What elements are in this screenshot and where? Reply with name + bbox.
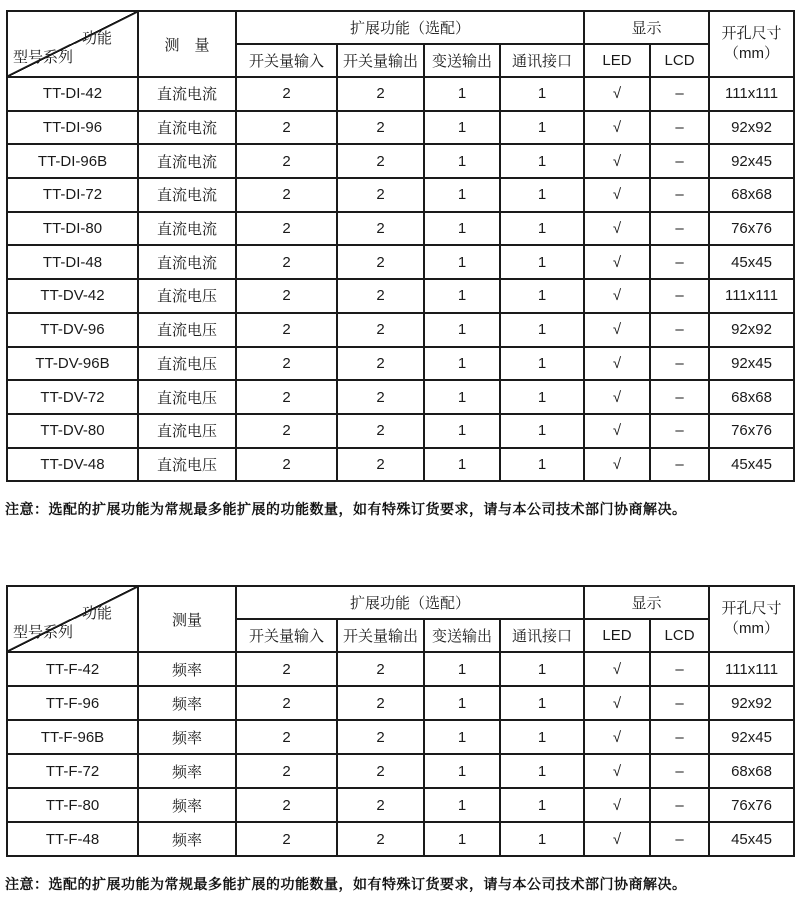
table-row (7, 448, 794, 482)
col-header-measure: 测量 (138, 586, 236, 652)
cell-led: √ (584, 754, 650, 788)
cell-model: TT-DV-48 (7, 448, 138, 482)
cell-hole-size: 92x92 (709, 111, 794, 145)
cell-led: √ (584, 279, 650, 313)
cell-measure: 频率 (138, 686, 236, 720)
cell-led: √ (584, 448, 650, 482)
cell-hole-size: 45x45 (709, 245, 794, 279)
cell-switch-input: 2 (236, 652, 337, 686)
cell-comm-port: 1 (500, 448, 584, 482)
cell-model: TT-DV-96B (7, 347, 138, 381)
corner-label-model-series: 型号系列 (13, 624, 74, 641)
cell-switch-output: 2 (337, 720, 424, 754)
cell-transmit-output: 1 (424, 178, 500, 212)
cell-model: TT-F-48 (7, 822, 138, 856)
cell-comm-port: 1 (500, 178, 584, 212)
cell-led: √ (584, 788, 650, 822)
cell-switch-input: 2 (236, 144, 337, 178)
note-text-1: 注意：选配的扩展功能为常规最多能扩展的功能数量，如有特殊订货要求，请与本公司技术部门协商解决。 (5, 502, 687, 518)
cell-switch-output: 2 (337, 788, 424, 822)
cell-transmit-output: 1 (424, 686, 500, 720)
cell-switch-output: 2 (337, 686, 424, 720)
cell-switch-input: 2 (236, 414, 337, 448)
cell-measure: 直流电流 (138, 245, 236, 279)
cell-measure: 直流电压 (138, 448, 236, 482)
table-row (7, 788, 794, 822)
cell-lcd: – (650, 178, 709, 212)
col-header-switch-output: 开关量输出 (337, 44, 424, 77)
cell-transmit-output: 1 (424, 380, 500, 414)
cell-comm-port: 1 (500, 720, 584, 754)
cell-transmit-output: 1 (424, 245, 500, 279)
cell-led: √ (584, 652, 650, 686)
col-header-switch-input: 开关量输入 (236, 619, 337, 652)
cell-comm-port: 1 (500, 212, 584, 246)
cell-hole-size: 111x111 (709, 652, 794, 686)
cell-hole-size: 111x111 (709, 77, 794, 111)
cell-transmit-output: 1 (424, 414, 500, 448)
cell-transmit-output: 1 (424, 111, 500, 145)
cell-comm-port: 1 (500, 245, 584, 279)
cell-model: TT-F-72 (7, 754, 138, 788)
table-row (7, 178, 794, 212)
cell-led: √ (584, 686, 650, 720)
corner-label-function: 功能 (81, 605, 112, 622)
hole-size-line1: 开孔尺寸 (721, 599, 782, 617)
cell-lcd: – (650, 380, 709, 414)
cell-hole-size: 111x111 (709, 279, 794, 313)
col-header-led: LED (584, 44, 650, 77)
col-header-comm-port: 通讯接口 (500, 619, 584, 652)
cell-switch-output: 2 (337, 212, 424, 246)
cell-led: √ (584, 720, 650, 754)
cell-led: √ (584, 245, 650, 279)
cell-switch-output: 2 (337, 380, 424, 414)
cell-comm-port: 1 (500, 347, 584, 381)
table-row (7, 754, 794, 788)
corner-label-model-series: 型号系列 (13, 49, 74, 66)
cell-transmit-output: 1 (424, 720, 500, 754)
cell-lcd: – (650, 111, 709, 145)
cell-hole-size: 92x45 (709, 347, 794, 381)
cell-comm-port: 1 (500, 754, 584, 788)
col-header-transmit-output: 变送输出 (424, 44, 500, 77)
cell-transmit-output: 1 (424, 822, 500, 856)
col-header-hole-size (709, 11, 794, 77)
cell-switch-input: 2 (236, 380, 337, 414)
cell-switch-output: 2 (337, 414, 424, 448)
col-header-hole-size (709, 586, 794, 652)
table-body-dc (7, 77, 794, 481)
cell-measure: 频率 (138, 652, 236, 686)
cell-model: TT-DI-96B (7, 144, 138, 178)
cell-model: TT-DV-96 (7, 313, 138, 347)
cell-measure: 频率 (138, 788, 236, 822)
cell-switch-input: 2 (236, 178, 337, 212)
col-header-transmit-output: 变送输出 (424, 619, 500, 652)
cell-led: √ (584, 822, 650, 856)
cell-comm-port: 1 (500, 414, 584, 448)
cell-switch-output: 2 (337, 77, 424, 111)
cell-lcd: – (650, 212, 709, 246)
cell-comm-port: 1 (500, 380, 584, 414)
cell-lcd: – (650, 822, 709, 856)
cell-measure: 直流电压 (138, 313, 236, 347)
table-row (7, 414, 794, 448)
table-row (7, 822, 794, 856)
cell-hole-size: 92x92 (709, 313, 794, 347)
cell-comm-port: 1 (500, 111, 584, 145)
group-header-expansion: 扩展功能（选配） (236, 586, 584, 619)
cell-comm-port: 1 (500, 822, 584, 856)
cell-switch-output: 2 (337, 111, 424, 145)
cell-switch-input: 2 (236, 822, 337, 856)
cell-transmit-output: 1 (424, 754, 500, 788)
cell-hole-size: 68x68 (709, 754, 794, 788)
table-header (7, 11, 794, 77)
cell-switch-output: 2 (337, 652, 424, 686)
cell-hole-size: 45x45 (709, 448, 794, 482)
cell-switch-output: 2 (337, 754, 424, 788)
cell-model: TT-F-96B (7, 720, 138, 754)
cell-measure: 频率 (138, 754, 236, 788)
cell-led: √ (584, 178, 650, 212)
cell-model: TT-DV-42 (7, 279, 138, 313)
table-header (7, 586, 794, 652)
table-row (7, 686, 794, 720)
cell-measure: 直流电压 (138, 380, 236, 414)
cell-lcd: – (650, 720, 709, 754)
spec-table-frequency (6, 585, 795, 857)
corner-header-cell (7, 586, 138, 652)
cell-model: TT-DI-80 (7, 212, 138, 246)
cell-led: √ (584, 212, 650, 246)
cell-switch-output: 2 (337, 313, 424, 347)
cell-lcd: – (650, 347, 709, 381)
cell-hole-size: 92x45 (709, 720, 794, 754)
col-header-switch-output: 开关量输出 (337, 619, 424, 652)
cell-model: TT-DI-72 (7, 178, 138, 212)
cell-lcd: – (650, 144, 709, 178)
cell-measure: 直流电流 (138, 212, 236, 246)
cell-switch-input: 2 (236, 347, 337, 381)
cell-comm-port: 1 (500, 77, 584, 111)
cell-hole-size: 92x45 (709, 144, 794, 178)
cell-comm-port: 1 (500, 144, 584, 178)
col-header-led: LED (584, 619, 650, 652)
corner-label-function: 功能 (81, 30, 112, 47)
cell-lcd: – (650, 279, 709, 313)
cell-model: TT-F-80 (7, 788, 138, 822)
cell-model: TT-DV-80 (7, 414, 138, 448)
cell-switch-input: 2 (236, 448, 337, 482)
cell-model: TT-DI-42 (7, 77, 138, 111)
cell-led: √ (584, 380, 650, 414)
table-row (7, 279, 794, 313)
cell-measure: 频率 (138, 720, 236, 754)
cell-switch-input: 2 (236, 754, 337, 788)
cell-led: √ (584, 77, 650, 111)
cell-measure: 直流电压 (138, 347, 236, 381)
cell-comm-port: 1 (500, 788, 584, 822)
cell-transmit-output: 1 (424, 212, 500, 246)
cell-measure: 直流电流 (138, 144, 236, 178)
cell-model: TT-F-96 (7, 686, 138, 720)
cell-lcd: – (650, 754, 709, 788)
cell-comm-port: 1 (500, 279, 584, 313)
cell-transmit-output: 1 (424, 347, 500, 381)
cell-switch-output: 2 (337, 245, 424, 279)
cell-led: √ (584, 347, 650, 381)
table-row (7, 347, 794, 381)
cell-transmit-output: 1 (424, 279, 500, 313)
cell-measure: 频率 (138, 822, 236, 856)
table-body-frequency (7, 652, 794, 856)
cell-lcd: – (650, 652, 709, 686)
cell-transmit-output: 1 (424, 144, 500, 178)
cell-comm-port: 1 (500, 652, 584, 686)
cell-lcd: – (650, 245, 709, 279)
cell-model: TT-F-42 (7, 652, 138, 686)
cell-lcd: – (650, 788, 709, 822)
cell-lcd: – (650, 77, 709, 111)
table-row (7, 313, 794, 347)
cell-model: TT-DI-96 (7, 111, 138, 145)
table-row (7, 720, 794, 754)
cell-switch-input: 2 (236, 313, 337, 347)
cell-hole-size: 68x68 (709, 380, 794, 414)
table-row (7, 144, 794, 178)
cell-measure: 直流电流 (138, 178, 236, 212)
table-row (7, 245, 794, 279)
cell-switch-output: 2 (337, 144, 424, 178)
note-text-2: 注意：选配的扩展功能为常规最多能扩展的功能数量，如有特殊订货要求，请与本公司技术部门协商解决。 (5, 877, 687, 893)
cell-hole-size: 45x45 (709, 822, 794, 856)
cell-transmit-output: 1 (424, 77, 500, 111)
cell-measure: 直流电压 (138, 279, 236, 313)
cell-transmit-output: 1 (424, 652, 500, 686)
cell-switch-output: 2 (337, 822, 424, 856)
table-row (7, 652, 794, 686)
cell-measure: 直流电压 (138, 414, 236, 448)
cell-hole-size: 76x76 (709, 414, 794, 448)
group-header-display: 显示 (584, 586, 709, 619)
col-header-lcd: LCD (650, 619, 709, 652)
cell-lcd: – (650, 686, 709, 720)
cell-switch-input: 2 (236, 720, 337, 754)
cell-lcd: – (650, 448, 709, 482)
hole-size-line2: （mm） (724, 45, 780, 62)
cell-transmit-output: 1 (424, 448, 500, 482)
cell-comm-port: 1 (500, 686, 584, 720)
cell-measure: 直流电流 (138, 77, 236, 111)
cell-switch-input: 2 (236, 788, 337, 822)
cell-switch-input: 2 (236, 77, 337, 111)
cell-comm-port: 1 (500, 313, 584, 347)
cell-model: TT-DV-72 (7, 380, 138, 414)
table-row (7, 380, 794, 414)
col-header-comm-port: 通讯接口 (500, 44, 584, 77)
cell-transmit-output: 1 (424, 313, 500, 347)
col-header-lcd: LCD (650, 44, 709, 77)
cell-transmit-output: 1 (424, 788, 500, 822)
table-row (7, 111, 794, 145)
cell-measure: 直流电流 (138, 111, 236, 145)
cell-led: √ (584, 111, 650, 145)
cell-switch-input: 2 (236, 279, 337, 313)
table-row (7, 212, 794, 246)
corner-header-cell (7, 11, 138, 77)
hole-size-line2: （mm） (724, 620, 780, 637)
cell-switch-input: 2 (236, 686, 337, 720)
cell-lcd: – (650, 414, 709, 448)
cell-led: √ (584, 414, 650, 448)
cell-led: √ (584, 144, 650, 178)
hole-size-line1: 开孔尺寸 (721, 24, 782, 42)
col-header-switch-input: 开关量输入 (236, 44, 337, 77)
cell-model: TT-DI-48 (7, 245, 138, 279)
cell-led: √ (584, 313, 650, 347)
table-row (7, 77, 794, 111)
cell-switch-input: 2 (236, 245, 337, 279)
cell-switch-output: 2 (337, 448, 424, 482)
cell-hole-size: 76x76 (709, 788, 794, 822)
cell-hole-size: 68x68 (709, 178, 794, 212)
cell-switch-output: 2 (337, 347, 424, 381)
spec-table-dc (6, 10, 795, 482)
cell-switch-input: 2 (236, 111, 337, 145)
group-header-display: 显示 (584, 11, 709, 44)
cell-lcd: – (650, 313, 709, 347)
cell-hole-size: 76x76 (709, 212, 794, 246)
cell-hole-size: 92x92 (709, 686, 794, 720)
col-header-measure: 测 量 (138, 11, 236, 77)
group-header-expansion: 扩展功能（选配） (236, 11, 584, 44)
cell-switch-input: 2 (236, 212, 337, 246)
cell-switch-output: 2 (337, 178, 424, 212)
cell-switch-output: 2 (337, 279, 424, 313)
